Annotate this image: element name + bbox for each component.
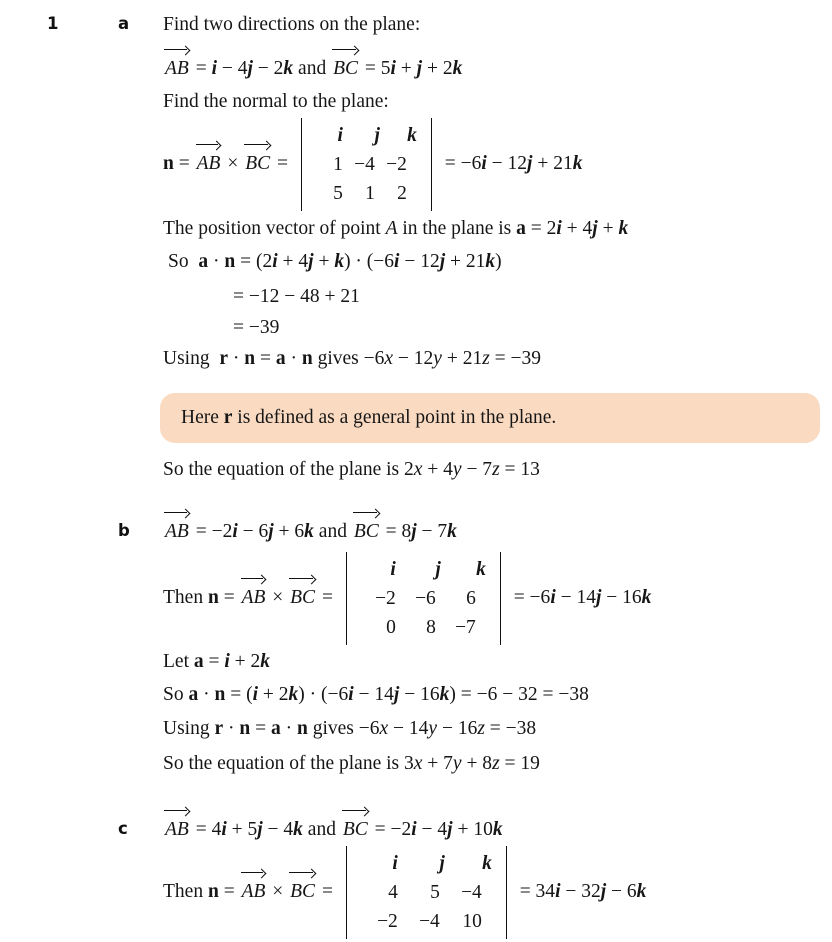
matrix-row (311, 150, 422, 179)
text-segment: z (492, 753, 500, 774)
text-segment: n (296, 718, 308, 739)
text-segment: z (482, 348, 490, 369)
text-position-vector-a (163, 217, 628, 241)
text-segment: So the equation of the plane is 3 (163, 753, 414, 774)
vector-label: BC (288, 586, 317, 610)
eq-cross-product-c (163, 846, 646, 939)
matrix-cell: 10 (462, 911, 482, 932)
text-segment: + 2 (422, 58, 453, 79)
eq-directions-a (163, 57, 462, 81)
text-segment: = 4 (190, 819, 222, 840)
text-segment: j (600, 880, 607, 902)
text-segment: − 7 (416, 521, 448, 542)
matrix-cell: 4 (388, 882, 398, 903)
matrix-cell: i (392, 853, 398, 874)
text-segment: − 14 (555, 586, 596, 608)
matrix-cell: k (407, 125, 417, 146)
text-segment: a (188, 684, 199, 705)
text-segment: · (223, 718, 240, 739)
text-segment: + (597, 218, 619, 239)
vector-arrow-icon (342, 810, 366, 812)
vector-label: BC (331, 57, 360, 81)
text-segment: = −6 (508, 586, 551, 608)
item-marker-1: 1 (47, 14, 59, 33)
text-segment: a (193, 651, 204, 672)
text-segment: = (218, 880, 240, 902)
text-segment: n (239, 718, 251, 739)
vector-arrow-icon (164, 810, 187, 812)
text-segment: − 4 (262, 819, 294, 840)
eq-directions-b (163, 520, 457, 544)
matrix-cell: −2 (377, 911, 398, 932)
text-segment: + 4 (561, 218, 593, 239)
text-segment: × (222, 152, 244, 174)
matrix-cell: −4 (419, 911, 440, 932)
text-segment: = 5 (360, 58, 391, 79)
text-segment: − 12 (399, 251, 440, 272)
text-segment: · (228, 348, 245, 369)
text-segment: j (411, 521, 417, 542)
text-segment: · (285, 348, 302, 369)
text-segment: and (302, 819, 341, 840)
text-segment: · (198, 684, 215, 705)
text-segment: = (255, 348, 276, 369)
eq-plane-scalar-b (163, 717, 536, 741)
text-segment: i (272, 251, 278, 272)
text-segment: = (218, 586, 240, 608)
vector-label: BC (341, 818, 370, 842)
text-segment: − 14 (388, 718, 429, 739)
text-segment: z (477, 718, 485, 739)
text-segment: j (257, 819, 263, 840)
text-segment: The position vector of point (163, 218, 386, 239)
matrix-cell: i (390, 559, 396, 580)
text-segment: k (260, 651, 271, 672)
vector-arrow-icon (241, 578, 264, 580)
vector-label: AB (240, 586, 268, 610)
eq-plane-final-b (163, 752, 540, 776)
text-segment: n (301, 348, 313, 369)
text-segment: = −6 (439, 152, 482, 174)
matrix-row (311, 179, 422, 208)
text-segment: × (267, 880, 289, 902)
text-segment: − 6 (606, 880, 637, 902)
matrix-cell: i (337, 125, 343, 146)
text-segment: + 6 (273, 521, 305, 542)
matrix-cell: −2 (375, 588, 396, 609)
text-segment: ) = −6 − 32 = −38 (449, 684, 589, 705)
matrix-row (356, 555, 491, 584)
text-segment: n (207, 586, 219, 608)
text-segment: j (447, 819, 453, 840)
text-segment: k (283, 58, 294, 79)
matrix-row (356, 878, 497, 907)
text-segment: k (293, 819, 303, 840)
text-segment: i (411, 819, 417, 840)
vector-label: AB (163, 520, 191, 544)
text-segment: − 12 (486, 152, 528, 174)
text-segment: + (395, 58, 417, 79)
text-segment: k (618, 218, 629, 239)
text-segment: − 16 (601, 586, 642, 608)
text-segment: = (203, 651, 225, 672)
text-segment: = ( (225, 684, 253, 705)
text-segment: k (447, 521, 457, 542)
matrix-cell: −2 (386, 154, 407, 175)
eq-plane-scalar-a (163, 347, 541, 371)
text-segment: + 5 (226, 819, 258, 840)
text-segment: = −2 (190, 521, 233, 542)
text-segment: + 21 (445, 251, 486, 272)
text-segment: = −39 (489, 348, 542, 369)
matrix-cell: −4 (354, 154, 375, 175)
text-segment: i (224, 651, 230, 672)
text-segment: k (304, 521, 314, 542)
text-segment: = −12 − 48 + 21 (233, 286, 360, 307)
text-segment: y (452, 753, 462, 774)
text-segment: Then (163, 586, 208, 608)
eq-dot-product-a (168, 250, 502, 274)
text-segment: − 32 (560, 880, 601, 902)
eq-directions-c (163, 818, 503, 842)
text-segment: n (224, 251, 236, 272)
vector-arrow-icon (244, 144, 268, 146)
text-segment: i (550, 586, 556, 608)
text-segment: i (390, 58, 396, 79)
prompt-find-normal (163, 90, 389, 114)
text-segment: + 8 (461, 753, 493, 774)
determinant-matrix (301, 118, 432, 211)
text-segment: So the equation of the plane is 2 (163, 459, 414, 480)
matrix-cell: −6 (415, 588, 436, 609)
text-segment: a (270, 718, 281, 739)
matrix-row (311, 121, 422, 150)
text-segment: k (636, 880, 647, 902)
text-segment: = (190, 58, 212, 79)
text-segment: · (280, 718, 297, 739)
text-segment: = −2 (369, 819, 412, 840)
text-segment: x (384, 348, 394, 369)
vector-label: BC (288, 880, 317, 904)
text-segment: Here (181, 406, 224, 428)
text-segment: a (275, 348, 286, 369)
eq-let-a-b (163, 650, 270, 674)
matrix-cell: 1 (365, 183, 375, 204)
text-segment: − 16 (437, 718, 478, 739)
text-segment: j (439, 251, 446, 272)
matrix-cell: j (439, 853, 445, 874)
text-segment: Find the normal to the plane: (163, 91, 389, 112)
text-segment: r (219, 348, 228, 369)
eq-dot-product-b (163, 683, 589, 707)
text-segment: Let (163, 651, 194, 672)
text-segment: n (244, 348, 256, 369)
text-segment: i (252, 684, 259, 705)
text-segment: Find two directions on the plane: (163, 14, 421, 35)
text-segment: = −38 (484, 718, 537, 739)
text-segment: = −39 (233, 317, 280, 338)
determinant-matrix (346, 846, 507, 939)
matrix-cell: −7 (455, 617, 476, 638)
text-segment: i (211, 58, 217, 79)
text-segment: i (555, 880, 561, 902)
matrix-cell: 5 (430, 882, 440, 903)
text-segment: j (308, 251, 314, 272)
prompt-find-directions (163, 13, 420, 37)
text-segment: j (416, 58, 423, 79)
text-segment: + 7 (422, 753, 453, 774)
eq-dot-product-a-result (233, 316, 279, 340)
text-segment: is defined as a general point in the plane. (232, 406, 557, 428)
vector-label: AB (163, 818, 191, 842)
text-segment: a (516, 218, 526, 239)
vector-arrow-icon (164, 49, 187, 51)
vector-arrow-icon (289, 872, 313, 874)
text-segment: A (385, 218, 398, 239)
eq-plane-final-a (163, 458, 540, 482)
text-segment: gives −6 (307, 718, 380, 739)
text-segment: i (556, 218, 562, 239)
text-segment: r (214, 718, 224, 739)
matrix-cell: 5 (333, 183, 343, 204)
matrix-row (356, 907, 497, 936)
vector-label: AB (240, 880, 268, 904)
text-segment: n (214, 684, 226, 705)
text-segment: j (527, 152, 533, 174)
vector-arrow-icon (196, 144, 219, 146)
text-segment: = (173, 152, 195, 174)
text-segment: j (268, 521, 274, 542)
text-segment: + 2 (229, 651, 261, 672)
text-segment: j (393, 684, 400, 705)
text-segment: n (207, 880, 219, 902)
eq-cross-product-b (163, 552, 651, 645)
text-segment: j (595, 586, 602, 608)
item-marker-b: b (118, 521, 130, 540)
matrix-cell: j (374, 125, 380, 146)
matrix-cell: j (435, 559, 441, 580)
text-segment: k (288, 684, 299, 705)
eq-cross-product-a (163, 118, 582, 211)
text-segment: i (394, 251, 400, 272)
text-segment: So (168, 251, 199, 272)
text-segment: − 4 (217, 58, 248, 79)
text-segment: n (163, 152, 174, 174)
text-segment: x (413, 459, 423, 480)
text-segment: j (247, 58, 253, 79)
item-marker-a: a (118, 14, 130, 33)
text-segment: = (317, 880, 338, 902)
determinant-matrix (346, 552, 501, 645)
text-segment: ) · (−6 (344, 251, 395, 272)
text-segment: i (481, 152, 487, 174)
text-segment: = (250, 718, 271, 739)
text-segment: y (428, 718, 438, 739)
text-segment: k (452, 58, 463, 79)
text-segment: a (198, 251, 209, 272)
matrix-row (356, 584, 491, 613)
vector-label: BC (243, 152, 272, 176)
text-segment: gives −6 (312, 348, 385, 369)
text-segment: k (572, 152, 583, 174)
text-segment: − 2 (252, 58, 284, 79)
matrix-cell: k (482, 853, 492, 874)
text-segment: ) · (−6 (298, 684, 349, 705)
vector-label: BC (352, 520, 381, 544)
text-segment: − 12 (393, 348, 434, 369)
vector-arrow-icon (289, 578, 313, 580)
text-segment: x (413, 753, 423, 774)
text-segment: k (641, 586, 652, 608)
text-segment: y (452, 459, 462, 480)
text-segment: − 16 (399, 684, 440, 705)
text-segment: k (334, 251, 345, 272)
matrix-cell: 0 (386, 617, 396, 638)
vector-label: AB (163, 57, 191, 81)
text-segment: + 4 (277, 251, 309, 272)
text-segment: Then (163, 880, 208, 902)
text-segment: j (592, 218, 598, 239)
text-segment: × (267, 586, 289, 608)
text-segment: in the plane is (397, 218, 517, 239)
matrix-row (356, 613, 491, 642)
text-segment: y (433, 348, 442, 369)
matrix-cell: 1 (333, 154, 343, 175)
matrix-cell: k (476, 559, 486, 580)
text-segment: = (317, 586, 338, 608)
matrix-cell: 2 (397, 183, 407, 204)
vector-arrow-icon (353, 512, 377, 514)
text-segment: r (223, 406, 233, 428)
text-segment: Using (163, 348, 220, 369)
text-segment: + 2 (258, 684, 289, 705)
text-segment: = (2 (235, 251, 273, 272)
text-segment: + 21 (441, 348, 483, 369)
text-segment: k (485, 251, 496, 272)
text-segment: + 10 (452, 819, 493, 840)
text-segment: − 7 (461, 459, 493, 480)
text-segment: z (492, 459, 500, 480)
text-segment: k (492, 819, 503, 840)
text-segment: = 19 (499, 753, 540, 774)
text-segment: i (232, 521, 238, 542)
text-segment: − 6 (237, 521, 269, 542)
eq-dot-product-a-step2 (233, 285, 360, 309)
hint-callout (160, 393, 820, 443)
text-segment: ) (495, 251, 502, 272)
text-segment: = 13 (499, 459, 540, 480)
matrix-cell: 8 (426, 617, 436, 638)
text-segment: and (313, 521, 352, 542)
text-segment: i (221, 819, 227, 840)
text-segment: x (379, 718, 389, 739)
text-segment: and (293, 58, 332, 79)
text-segment: + 21 (532, 152, 573, 174)
item-marker-c: c (118, 819, 128, 838)
text-segment: = (272, 152, 293, 174)
vector-label: AB (195, 152, 223, 176)
text-segment: Using (163, 718, 215, 739)
text-segment: So (163, 684, 189, 705)
matrix-row (356, 849, 497, 878)
text-segment: + (313, 251, 335, 272)
vector-arrow-icon (241, 872, 264, 874)
text-segment: − 4 (416, 819, 448, 840)
vector-arrow-icon (332, 49, 356, 51)
text-segment: = 2 (525, 218, 557, 239)
text-segment: = 8 (380, 521, 412, 542)
matrix-cell: 6 (466, 588, 476, 609)
vector-arrow-icon (164, 512, 187, 514)
text-segment: = 34 (514, 880, 556, 902)
text-segment: − 14 (353, 684, 394, 705)
text-segment: i (348, 684, 354, 705)
text-segment: k (439, 684, 450, 705)
text-segment: · (208, 251, 225, 272)
matrix-cell: −4 (461, 882, 482, 903)
text-segment: + 4 (422, 459, 453, 480)
